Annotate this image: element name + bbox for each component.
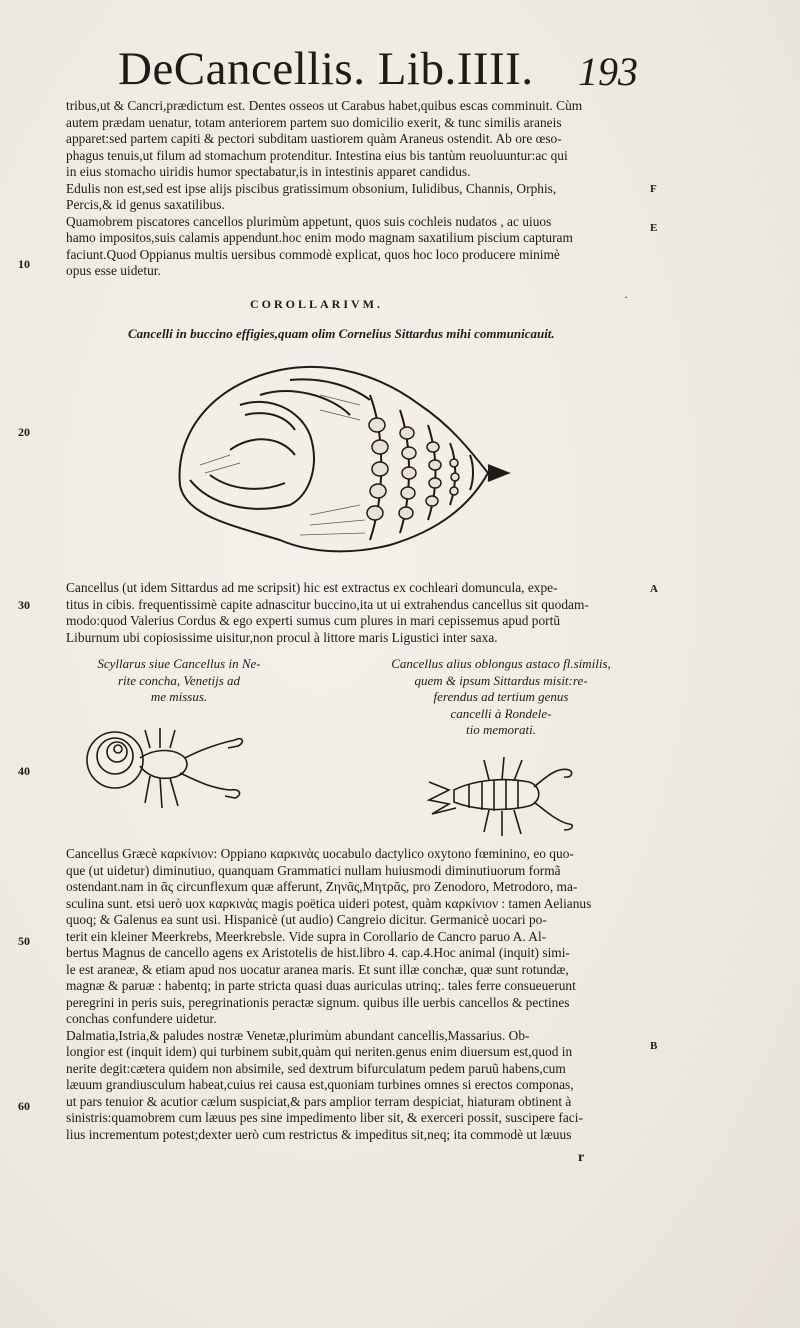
margin-line-number: 60 bbox=[18, 1099, 30, 1113]
text-line: Cancellus Græcè καρκίνιον: Oppiano καρκινὰς uocabulo dactylico oxytono fœminino, eo quo- bbox=[66, 846, 574, 861]
page-header bbox=[118, 42, 638, 100]
text-line: le est araneæ, & etiam apud nos uocatur aranea maris. Et sunt illæ conchæ, quæ sunt rotundæ, bbox=[66, 961, 569, 977]
figure-caption-main: Cancelli in buccino effigies,quam olim Cornelius Sittardus mihi communicauit. bbox=[128, 326, 555, 341]
margin-letter: E bbox=[650, 222, 658, 234]
text-line: faciunt.Quod Oppianus multis uersibus commodè explicat, quos hoc loco producere minimè bbox=[66, 246, 560, 262]
text-line: in eius stomacho uiridis humor spectabatur,is in intestinis apparet candidus. bbox=[66, 164, 471, 179]
text-block-2 bbox=[66, 580, 638, 646]
text-line: conchas confundere uidetur. bbox=[66, 1011, 217, 1026]
text-line: Percis,& id genus saxatilibus. bbox=[66, 197, 225, 212]
text-line: bertus Magnus de cancello agens ex Aristotelis de hist.libro 4. cap.4.Hoc animal (inquit) simi- bbox=[66, 945, 570, 960]
text-line: ostendant.nam in ᾶς circunflexum quæ afferunt, Ζηνᾶς,Μητρᾶς, pro Zenodoro, Metrodoro, ma- bbox=[66, 879, 578, 894]
text-line: peregrini in peris suis, peregrinationis peractæ signum. quibus ille uerbis cancellos & pectines bbox=[66, 994, 570, 1010]
margin-letter: B bbox=[650, 1040, 658, 1052]
margin-letter: F bbox=[650, 183, 657, 195]
text-line: quoq; & Galenus ea sunt usi. Hispanicè (ut audio) Cangreio dicitur. Germanicè uocari po- bbox=[66, 912, 547, 927]
caption-line: cancelli à Rondele- bbox=[450, 705, 552, 721]
text-line: modo:quod Valerius Cordus & ego experti sumus cum plures in mari cepissemus apud portũ bbox=[66, 613, 561, 628]
caption-line: me missus. bbox=[150, 689, 208, 704]
hermit-crab-in-shell-figure bbox=[170, 355, 520, 560]
caption-line: tio memorati. bbox=[465, 722, 537, 737]
text-line: sculina sunt. etsi uerò uox καρκινὰς magis poëtica uideri potest, quàm καρκίνιον : tamen Aelianus bbox=[66, 895, 592, 911]
folio-number: 193 bbox=[578, 49, 638, 94]
text-line: terit ein kleiner Meerkrebs, Meerkrebsle. Vide supra in Corollario de Cancro paruo A. Al- bbox=[66, 928, 547, 944]
figure-caption-right bbox=[366, 656, 636, 739]
text-line: titus in cibis. frequentissimè capite adnascitur buccino,ita ut ui extrahendus cancellus sit quodam- bbox=[66, 596, 589, 612]
margin-line-number: 30 bbox=[18, 598, 30, 612]
text-line: longior est (inquit idem) qui turbinem subit,quàm qui neriten.genus enim diuersum est,quod in bbox=[66, 1044, 573, 1059]
text-line: læuum grandiusculum habeat,cuius rei causa est,quoniam turbines omnes si erectos componas, bbox=[66, 1077, 574, 1092]
text-line: opus esse uidetur. bbox=[66, 263, 161, 278]
caption-line: quem & ipsum Sittardus misit:re- bbox=[414, 672, 588, 688]
text-line: lius incrementum potest;dexter uerò cum restrictus & impeditus sit,neq; ita commodè ut læuus bbox=[66, 1126, 572, 1142]
text-line: hamo impositos,suis calamis appendunt.hoc enim modo magnam saxatilium piscium capturam bbox=[66, 230, 573, 245]
figure-caption-left bbox=[84, 656, 274, 706]
text-line: Liburnum ubi copiosissime uisitur,non procul à littore maris Ligustici inter saxa. bbox=[66, 629, 498, 645]
caption-line: ferendus ad tertium genus bbox=[433, 689, 569, 704]
margin-letter: A bbox=[650, 583, 658, 595]
ornament-dot: · bbox=[624, 290, 628, 304]
text-line: magnæ & paruæ : habentq; in parte stricta quasi duas auriculas utrinq;. tales ferre consueuerunt bbox=[66, 978, 576, 993]
text-line: apparet:sed partem capiti & pectori subditam uastiorem quàm Araneus ostendit. Ab ore œso- bbox=[66, 131, 562, 146]
text-line: phagus tenuis,ut filum ad stomachum protenditur. Intestina eius bis tantùm reuoluuntur:ac qui bbox=[66, 147, 568, 163]
margin-line-number: 20 bbox=[18, 425, 30, 439]
text-line: Quamobrem piscatores cancellos plurimùm appetunt, quos suis cochleis nudatos , ac uiuos bbox=[66, 213, 552, 229]
text-line: sinistris:quamobrem cum læuus pes sine impedimento liber sit, & exerceri possit, suscipere faci- bbox=[66, 1110, 583, 1125]
catchword: r bbox=[578, 1150, 585, 1165]
text-line: que (ut uidetur) diminutiuo, quanquam Grammatici nullam huiusmodi diminutiuorum formã bbox=[66, 862, 561, 878]
caption-line: Scyllarus siue Cancellus in Ne- bbox=[97, 656, 261, 671]
section-heading: COROLLARIVM. bbox=[250, 297, 384, 311]
text-line: Edulis non est,sed est ipse alijs piscibus gratissimum obsonium, Iulidibus, Channis, Orphis, bbox=[66, 180, 557, 196]
text-line: autem prædam uenatur, totam anteriorem partem suo domicilio exerit, & tunc similis araneis bbox=[66, 114, 562, 130]
text-line: Dalmatia,Istria,& paludes nostræ Venetæ,plurimùm abundant cancellis,Massarius. Ob- bbox=[66, 1027, 530, 1043]
running-title: DeCancellis. Lib.IIII. bbox=[118, 43, 534, 95]
oblong-crayfish-figure bbox=[424, 752, 576, 842]
text-line: nerite degit:cætera quidem non absimile, sed dextrum bifurculatum pedem paruũ habens,cum bbox=[66, 1060, 566, 1076]
caption-line: rite concha, Venetijs ad bbox=[117, 672, 241, 688]
margin-line-number: 10 bbox=[18, 257, 30, 271]
text-block-1 bbox=[66, 98, 638, 280]
margin-line-number: 50 bbox=[18, 934, 30, 948]
margin-line-number: 40 bbox=[18, 764, 30, 778]
text-line: tribus,ut & Cancri,prædictum est. Dentes osseos ut Carabus habet,quibus escas comminuit. Cùm bbox=[66, 98, 583, 113]
caption-line: Cancellus alius oblongus astaco fl.similis, bbox=[391, 656, 611, 671]
text-line: Cancellus (ut idem Sittardus ad me scripsit) hic est extractus ex cochleari domuncula, expe- bbox=[66, 580, 558, 595]
crab-in-nerite-shell-figure bbox=[80, 718, 250, 818]
text-line: ut pars tenuior & acutior cælum suspiciat,& pars amplior terram despiciat, hiaturam obtinent à bbox=[66, 1093, 572, 1109]
text-block-3 bbox=[66, 846, 638, 1143]
